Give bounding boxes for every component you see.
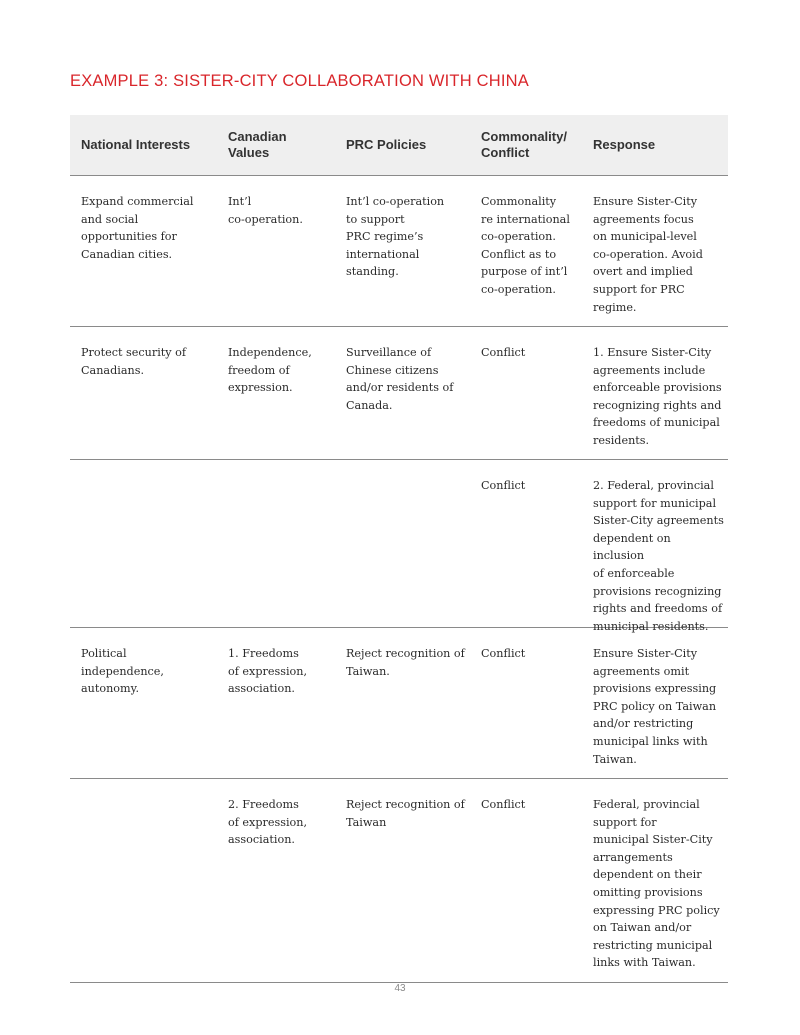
cell-response: Ensure Sister-City agreements omit provisions expressing PRC policy on Taiwan and/or restricting municipal links with Taiwan. — [593, 647, 717, 766]
cell-commonality-conflict: Conflict — [481, 647, 526, 660]
cell-national-interest — [70, 477, 217, 627]
table-row — [70, 779, 728, 983]
header-canadian-values: Canadian Values — [228, 129, 287, 160]
cell-response: Federal, provincial support for municipal Sister-City arrangements dependent on their omitting provisions expressing PRC policy on Taiwan and/or restricting municipal links with Taiwan. — [593, 798, 720, 970]
cell-commonality-conflict: Conflict — [481, 346, 526, 359]
cell-prc-policy: Reject recognition of Taiwan — [346, 798, 465, 829]
cell-commonality-conflict: Conflict — [481, 479, 526, 492]
cell-response: 1. Ensure Sister-City agreements include enforceable provisions recognizing rights and freedoms of municipal residents. — [593, 346, 722, 447]
header-prc-policies: PRC Policies — [346, 137, 427, 152]
table-row — [70, 628, 728, 779]
cell-national-interest: Expand commercial and social opportunities for Canadian cities. — [81, 195, 194, 261]
page-number: 43 — [394, 983, 406, 994]
table-header-row — [70, 115, 728, 176]
cell-prc-policy: Reject recognition of Taiwan. — [346, 647, 465, 678]
cell-commonality-conflict: Commonality re international co-operation. Conflict as to purpose of int’l co-operation. — [481, 195, 570, 296]
table-row — [70, 327, 728, 460]
cell-response: 2. Federal, provincial support for municipal Sister-City agreements dependent on inclusion of enforceable provisions recognizing rights and freedoms of municipal residents. — [593, 479, 724, 633]
header-commonality-conflict: Commonality/ Conflict — [481, 129, 567, 160]
cell-canadian-value: Int’l co-operation. — [228, 195, 303, 226]
header-national-interests: National Interests — [81, 137, 191, 152]
interests-values-table — [70, 115, 728, 983]
cell-canadian-value: 1. Freedoms of expression, association. — [228, 647, 308, 696]
cell-prc-policy: Int’l co-operation to support PRC regime’s international standing. — [346, 195, 445, 279]
table-row — [70, 460, 728, 633]
table-row — [70, 176, 728, 327]
cell-commonality-conflict: Conflict — [481, 798, 526, 811]
cell-prc-policy — [335, 477, 470, 627]
cell-canadian-value: Independence, freedom of expression. — [228, 346, 312, 395]
cell-response: Ensure Sister-City agreements focus on municipal-level co-operation. Avoid overt and implied support for PRC regime. — [593, 195, 703, 314]
cell-national-interest — [70, 796, 217, 982]
cell-national-interest: Political independence, autonomy. — [81, 647, 164, 696]
cell-prc-policy: Surveillance of Chinese citizens and/or residents of Canada. — [346, 346, 454, 412]
cell-national-interest: Protect security of Canadians. — [81, 346, 187, 377]
cell-canadian-value — [217, 477, 335, 627]
cell-canadian-value: 2. Freedoms of expression, association. — [228, 798, 308, 847]
page-title: EXAMPLE 3: SISTER-CITY COLLABORATION WITH CHINA — [70, 72, 529, 90]
header-response: Response — [593, 137, 656, 152]
